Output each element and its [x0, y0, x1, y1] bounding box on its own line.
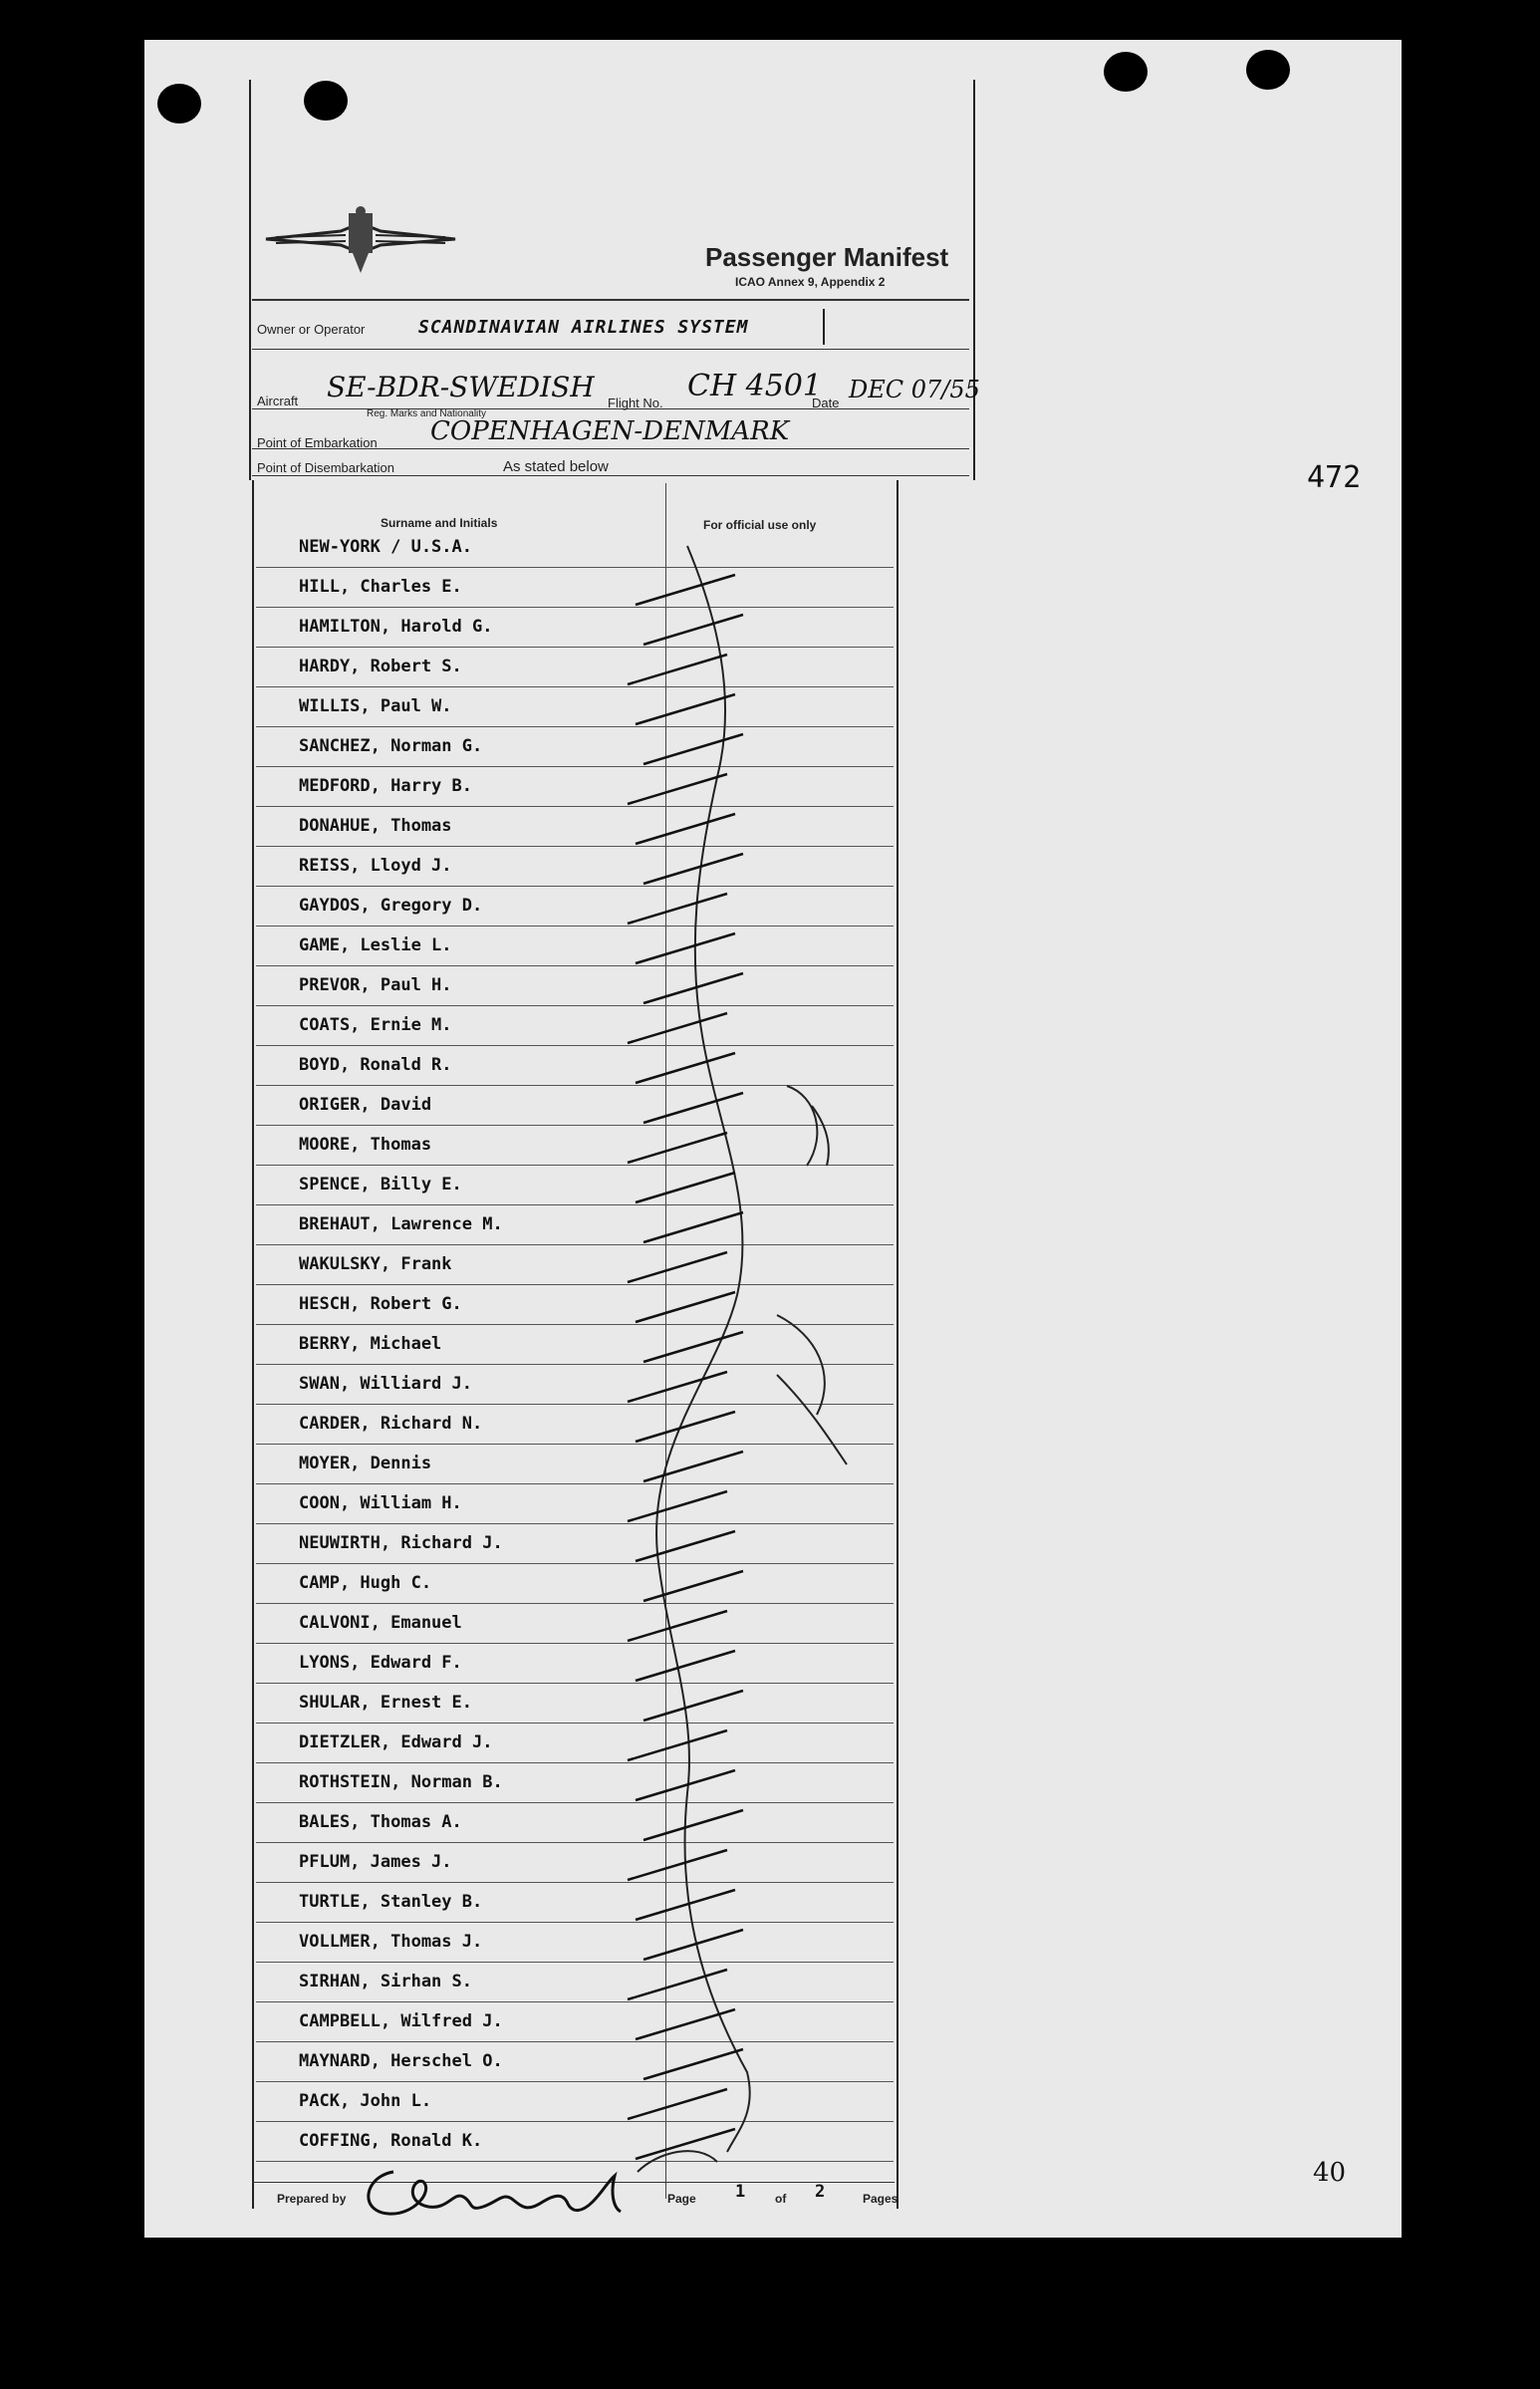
checkmark — [636, 814, 735, 844]
passenger-row: HESCH, Robert G. — [299, 1294, 462, 1314]
checkmark — [628, 1252, 727, 1282]
checkmark — [643, 854, 743, 884]
passenger-row: VOLLMER, Thomas J. — [299, 1932, 483, 1952]
passenger-row: MAYNARD, Herschel O. — [299, 2051, 503, 2071]
passenger-row: SPENCE, Billy E. — [299, 1175, 462, 1194]
checkmark — [643, 973, 743, 1003]
passenger-row: LYONS, Edward F. — [299, 1653, 462, 1673]
passenger-row: BERRY, Michael — [299, 1334, 442, 1354]
date-label: Date — [812, 396, 840, 410]
passenger-row: COON, William H. — [299, 1493, 462, 1513]
passenger-row: BREHAUT, Lawrence M. — [299, 1214, 503, 1234]
checkmark — [643, 2049, 743, 2079]
checkmark — [628, 1491, 727, 1521]
checkmark — [643, 1691, 743, 1721]
passenger-row: BALES, Thomas A. — [299, 1812, 462, 1832]
page-label: Page — [667, 2192, 696, 2206]
passenger-row: PREVOR, Paul H. — [299, 975, 452, 995]
manifest-subtitle: ICAO Annex 9, Appendix 2 — [735, 275, 886, 289]
passenger-row: HAMILTON, Harold G. — [299, 617, 493, 637]
checkmark — [636, 694, 735, 724]
owner-label: Owner or Operator — [257, 322, 366, 337]
passenger-row: DONAHUE, Thomas — [299, 816, 452, 836]
embarkation-label: Point of Embarkation — [257, 435, 378, 450]
flight-label: Flight No. — [608, 396, 663, 410]
checkmark — [628, 894, 727, 924]
passenger-row: ORIGER, David — [299, 1095, 432, 1115]
passenger-row: CAMP, Hugh C. — [299, 1573, 432, 1593]
checkmark — [636, 1531, 735, 1561]
page-current: 1 — [735, 2182, 746, 2202]
passenger-row: SIRHAN, Sirhan S. — [299, 1972, 472, 1991]
checkmark — [636, 933, 735, 963]
aircraft-value: SE-BDR-SWEDISH — [327, 371, 595, 403]
checkmark — [628, 2089, 727, 2119]
disembarkation-value: As stated below — [503, 458, 609, 475]
passenger-row: COFFING, Ronald K. — [299, 2131, 483, 2151]
passenger-row: MOYER, Dennis — [299, 1454, 432, 1473]
page-number: 472 — [1307, 460, 1362, 495]
embarkation-value: COPENHAGEN-DENMARK — [430, 416, 790, 446]
checkmark — [628, 1850, 727, 1880]
passenger-row: PACK, John L. — [299, 2091, 432, 2111]
passenger-row: NEUWIRTH, Richard J. — [299, 1533, 503, 1553]
passenger-row: PFLUM, James J. — [299, 1852, 452, 1872]
checkmark — [636, 1651, 735, 1681]
checkmark — [636, 1173, 735, 1202]
checkmark — [628, 1611, 727, 1641]
passenger-row: NEW-YORK / U.S.A. — [299, 537, 472, 557]
passenger-row: GAME, Leslie L. — [299, 935, 452, 955]
passenger-row: WAKULSKY, Frank — [299, 1254, 452, 1274]
manifest-title: Passenger Manifest — [705, 242, 949, 272]
passenger-row: COATS, Ernie M. — [299, 1015, 452, 1035]
disembarkation-label: Point of Disembarkation — [257, 460, 395, 475]
checkmark — [636, 1053, 735, 1083]
checkmark — [643, 615, 743, 645]
checkmark — [636, 1770, 735, 1800]
page-total: 2 — [815, 2182, 826, 2202]
pages-label: Pages — [863, 2192, 898, 2206]
passenger-row: CALVONI, Emanuel — [299, 1613, 462, 1633]
checkmark — [636, 2009, 735, 2039]
passenger-row: TURTLE, Stanley B. — [299, 1892, 483, 1912]
checkmark — [628, 1730, 727, 1760]
checkmark — [628, 1372, 727, 1402]
checkmark — [628, 655, 727, 684]
checkmark — [643, 1332, 743, 1362]
checkmark — [643, 1452, 743, 1481]
passenger-row: BOYD, Ronald R. — [299, 1055, 452, 1075]
passenger-row: MEDFORD, Harry B. — [299, 776, 472, 796]
checkmark — [636, 1292, 735, 1322]
passenger-row: HARDY, Robert S. — [299, 657, 462, 676]
flight-value: CH 4501 — [687, 369, 822, 403]
passenger-row: REISS, Lloyd J. — [299, 856, 452, 876]
margin-note: 40 — [1313, 2158, 1347, 2188]
owner-value: SCANDINAVIAN AIRLINES SYSTEM — [418, 317, 749, 338]
passenger-row: CARDER, Richard N. — [299, 1414, 483, 1434]
passenger-row: HILL, Charles E. — [299, 577, 462, 597]
aircraft-label: Aircraft — [257, 394, 299, 408]
passenger-row: SANCHEZ, Norman G. — [299, 736, 483, 756]
passenger-row: ROTHSTEIN, Norman B. — [299, 1772, 503, 1792]
date-value: DEC 07/55 — [849, 376, 980, 403]
passenger-row: WILLIS, Paul W. — [299, 696, 452, 716]
checkmark — [643, 1810, 743, 1840]
passenger-row: DIETZLER, Edward J. — [299, 1732, 493, 1752]
checkmark — [628, 1133, 727, 1163]
checkmark — [628, 1013, 727, 1043]
passenger-row: CAMPBELL, Wilfred J. — [299, 2011, 503, 2031]
of-label: of — [775, 2192, 787, 2206]
checkmark — [636, 1890, 735, 1920]
name-column-header: Surname and Initials — [381, 516, 498, 530]
checkmark — [643, 1212, 743, 1242]
checkmark — [643, 1571, 743, 1601]
passenger-row: MOORE, Thomas — [299, 1135, 432, 1155]
checkmark — [643, 1093, 743, 1123]
checkmark — [636, 575, 735, 605]
passenger-row: SWAN, Williard J. — [299, 1374, 472, 1394]
prepared-by-label: Prepared by — [277, 2192, 347, 2206]
reg-note: Reg. Marks and Nationality — [367, 408, 487, 419]
passenger-row: GAYDOS, Gregory D. — [299, 896, 483, 916]
official-column-header: For official use only — [703, 518, 817, 532]
checkmark — [636, 2129, 735, 2159]
passenger-row: SHULAR, Ernest E. — [299, 1693, 472, 1713]
preparer-signature — [354, 2152, 642, 2232]
checkmark — [643, 734, 743, 764]
